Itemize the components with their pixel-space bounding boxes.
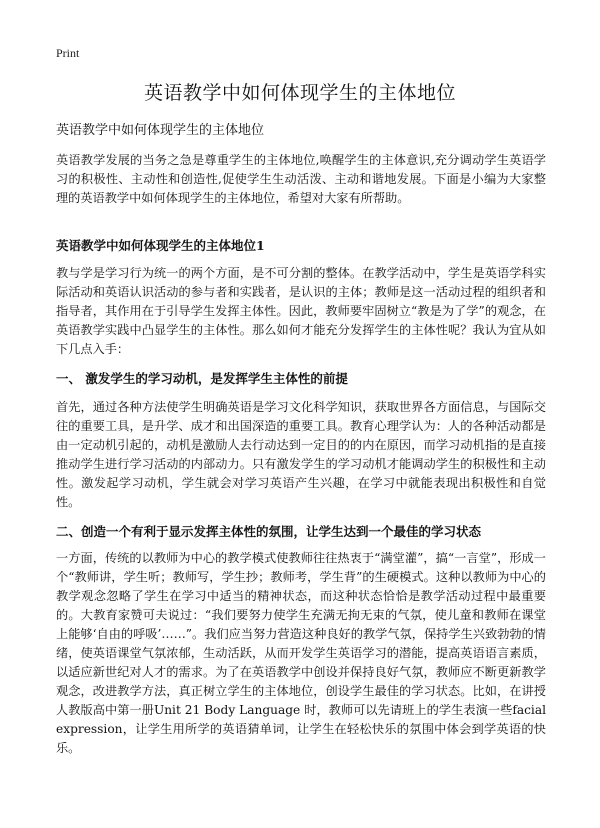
intro-paragraph: 英语教学发展的当务之急是尊重学生的主体地位,唤醒学生的主体意识,充分调动学生英语学习的积极性、主动性和创造性,促使学生生动活泼、主动和谐地发展。下面是小编为大家整理的英语教学中如何体现学生的主体地位，希望对大家有所帮助。 <box>56 153 546 205</box>
point1-paragraph: 首先，通过各种方法使学生明确英语是学习文化科学知识，获取世界各方面信息，与国际交往的重要工具，是升学、成才和出国深造的重要工具。教育心理学认为：人的各种活动都是由一定动机引起的，动机是激励人去行动达到一定目的的内在原因，而学习动机指的是直接推动学生进行学习活动的内部动力。只有激发学生的学习动机才能调动学生的积极性和主动性。激发起学习动机，学生就会对学习英语产生兴趣，在学习中就能表现出积极性和自觉性。 <box>56 400 546 509</box>
section-intro-paragraph: 教与学是学习行为统一的两个方面，是不可分割的整体。在教学活动中，学生是英语学科实际活动和英语认识活动的参与者和实践者，是认识的主体；教师是这一活动过程的组织者和指导者，其作用在于引导学生发挥主体性。因此，教师要牢固树立“教是为了学”的观念，在英语教学实践中凸显学生的主体性。那么如何才能充分发挥学生的主体性呢？我认为宜从如下几点入手： <box>56 266 546 356</box>
page-subtitle: 英语教学中如何体现学生的主体地位 <box>56 123 265 138</box>
print-link[interactable]: Print <box>56 46 80 60</box>
point2-heading: 二、创造一个有利于显示发挥主体性的氛围，让学生达到一个最佳的学习状态 <box>56 524 482 539</box>
page-title: 英语教学中如何体现学生的主体地位 <box>143 82 456 104</box>
point2-paragraph: 一方面，传统的以教师为中心的教学模式使教师往往热衷于“满堂灌”，搞“一言堂”，形成一个“教师讲，学生听；教师写，学生抄；教师考，学生背”的生硬模式。这种以教师为中心的教学观念忽略了学生在学习中适当的精神状态，而这种状态恰恰是教学活动过程中最重要的。大教育家赞可夫说过：“我们要努力使学生充满无拘无束的气氛，使儿童和教师在课堂上能够‘自由的呼吸’……”。我们应当努力营造这种良好的教学气氛，保持学生兴致勃勃的情绪，使英语课堂气氛浓郁，生动活跃，从而开发学生英语学习的潜能，提高英语语言素质，以适应新世纪对人才的需求。为了在英语教学中创设并保持良好气氛，教师应不断更新教学观念，改进教学方法，真正树立学生的主体地位，创设学生最佳的学习状态。比如，在讲授人教版高中第一册Unit 21 Body Language 时，教师可以先请班上的学生表演一些facial expression，让学生用所学的英语猜单词，让学生在轻松快乐的氛围中体会到学英语的快乐。 <box>56 551 546 755</box>
section-heading: 英语教学中如何体现学生的主体地位1 <box>56 238 265 253</box>
point1-heading: 一、 激发学生的学习动机，是发挥学生主体性的前提 <box>56 371 348 386</box>
